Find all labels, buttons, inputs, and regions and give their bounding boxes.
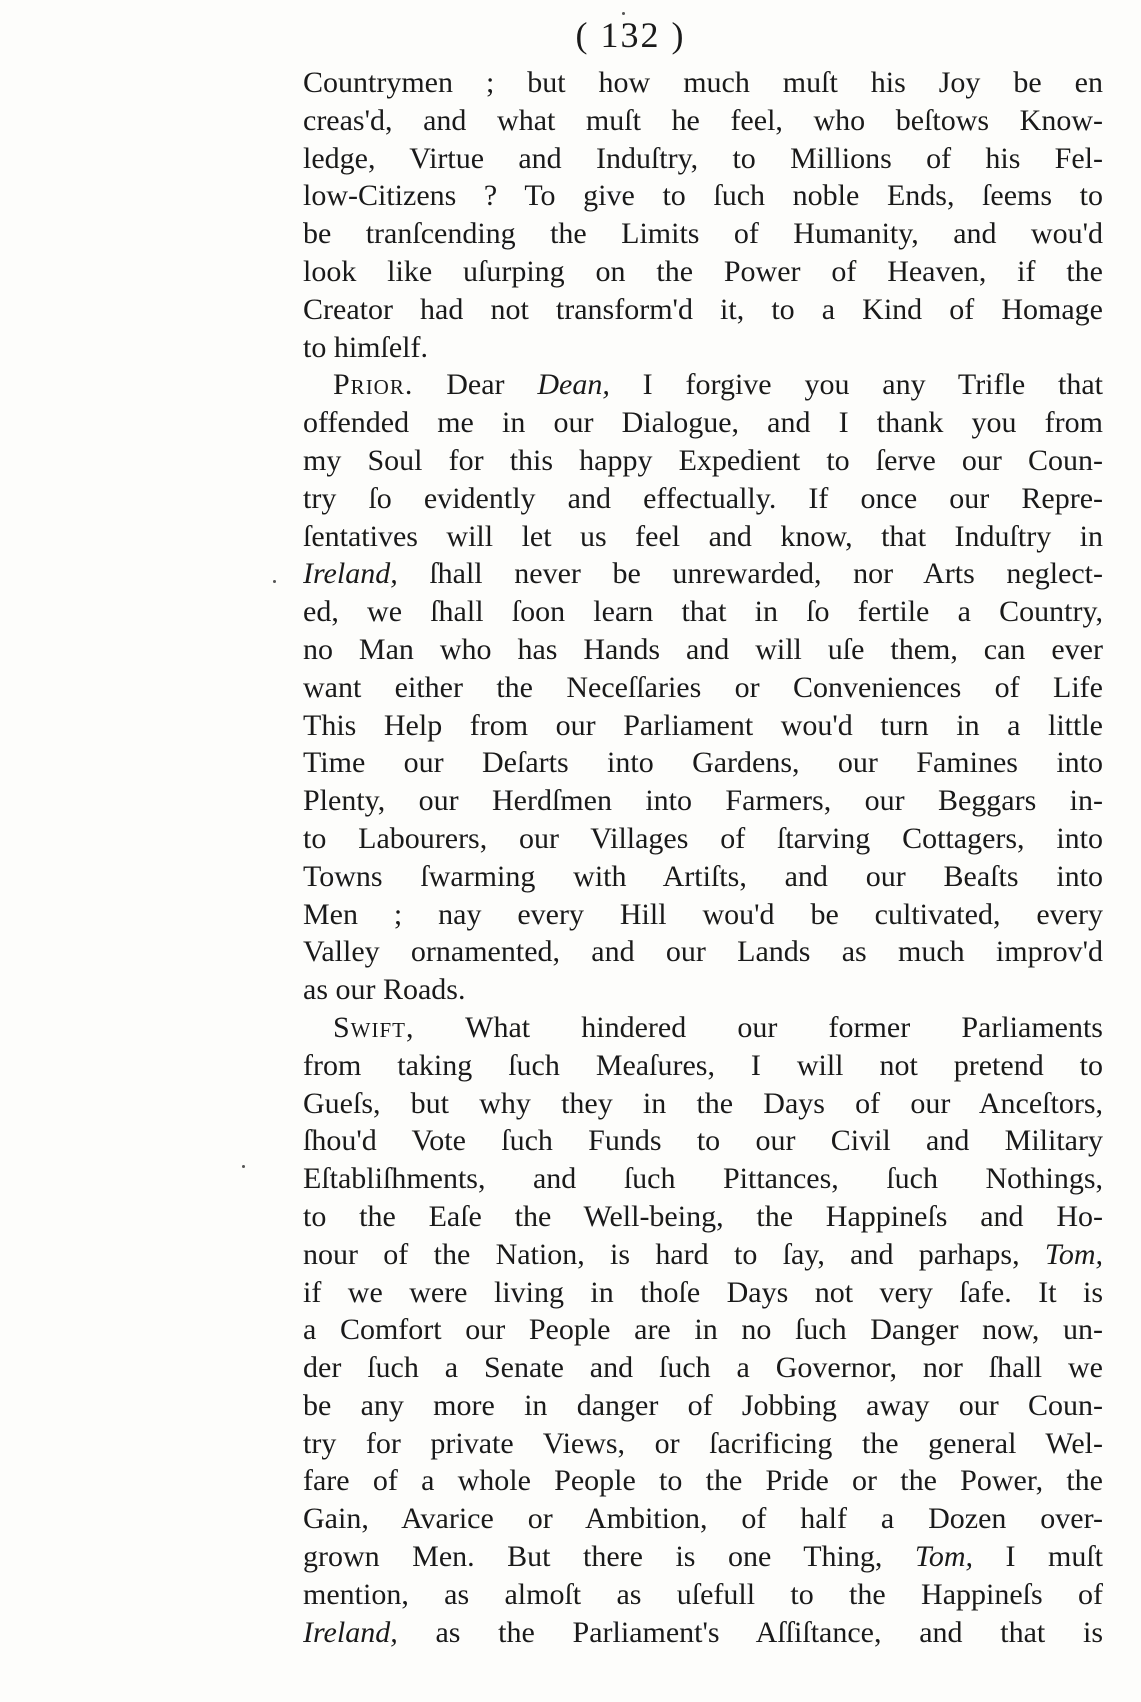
text-line: from taking ſuch Meaſures, I will not pretend to	[303, 1048, 1103, 1082]
text-span: I muſt	[973, 1540, 1103, 1574]
text-line: low-Citizens ? To give to ſuch noble Ends, ſeems to	[303, 179, 1103, 213]
italic-ireland: Ireland,	[303, 1615, 398, 1649]
text-line: ſhou'd Vote ſuch Funds to our Civil and Military	[303, 1124, 1103, 1158]
text-line: Plenty, our Herdſmen into Farmers, our Beggars in-	[303, 784, 1103, 818]
text-line: to Labourers, our Villages of ſtarving Cottagers, into	[303, 821, 1103, 855]
ink-speck	[273, 580, 276, 583]
text-line: Time our Deſarts into Gardens, our Famines into	[303, 746, 1103, 780]
speaker-swift: Swift,	[333, 1010, 415, 1044]
text-line: This Help from our Parliament wou'd turn in a little	[303, 708, 1103, 742]
text-line: want either the Neceſſaries or Conveniences of Life	[303, 670, 1103, 704]
text-line	[303, 366, 1103, 404]
text-line	[303, 1236, 1103, 1274]
text-line: a Comfort our People are in no ſuch Danger now, un-	[303, 1313, 1103, 1347]
text-line	[303, 1614, 1103, 1652]
paragraph-swift	[303, 1009, 1103, 1652]
text-line: offended me in our Dialogue, and I thank you from	[303, 406, 1103, 440]
text-line: be tranſcending the Limits of Humanity, and wou'd	[303, 217, 1103, 251]
speaker-prior: Prior.	[333, 368, 414, 402]
text-line: mention, as almoſt as uſefull to the Happineſs of	[303, 1577, 1103, 1611]
text-line: my Soul for this happy Expedient to ſerve our Coun-	[303, 443, 1103, 477]
text-line: Eſtabliſhments, and ſuch Pittances, ſuch Nothings,	[303, 1162, 1103, 1196]
text-line: no Man who has Hands and will uſe them, can ever	[303, 632, 1103, 666]
text-line: Gain, Avarice or Ambition, of half a Dozen over-	[303, 1502, 1103, 1536]
text-line: Creator had not transform'd it, to a Kind of Homage	[303, 292, 1103, 326]
ink-speck	[242, 1165, 245, 1168]
text-line: be any more in danger of Jobbing away our Coun-	[303, 1388, 1103, 1422]
text-line: try for private Views, or ſacrificing the general Wel-	[303, 1426, 1103, 1460]
text-span: as the Parliament's Aſſiſtance, and that is	[397, 1615, 1103, 1649]
text-line: creas'd, and what muſt he feel, who beſtows Know-	[303, 103, 1103, 137]
text-line	[303, 1009, 1103, 1047]
text-span: What hindered our former Parliaments	[414, 1010, 1103, 1044]
text-line: ed, we ſhall ſoon learn that in ſo fertile a Country,	[303, 595, 1103, 629]
paragraph-continuation	[303, 64, 1103, 366]
text-span: grown Men. But there is one Thing,	[303, 1540, 915, 1574]
text-span: Dear	[413, 368, 538, 402]
paragraph-prior	[303, 366, 1103, 1009]
body-text	[303, 64, 1103, 1651]
text-line: ſentatives will let us feel and know, that Induſtry in	[303, 519, 1103, 553]
text-line: Valley ornamented, and our Lands as much improv'd	[303, 935, 1103, 969]
text-line: to the Eaſe the Well-being, the Happineſs and Ho-	[303, 1199, 1103, 1233]
italic-tom: Tom,	[1044, 1237, 1103, 1271]
text-line: look like uſurping on the Power of Heaven, if the	[303, 254, 1103, 288]
text-line	[303, 555, 1103, 593]
text-span: nour of the Nation, is hard to ſay, and parhaps,	[303, 1237, 1045, 1271]
text-span: I forgive you any Trifle that	[609, 368, 1103, 402]
italic-dean: Dean,	[537, 368, 610, 402]
text-line	[303, 1538, 1103, 1576]
text-line: to himſelf.	[303, 330, 428, 364]
text-line: if we were living in thoſe Days not very ſafe. It is	[303, 1275, 1103, 1309]
text-line: Gueſs, but why they in the Days of our Anceſtors,	[303, 1086, 1103, 1120]
page-number: ( 132 )	[575, 15, 686, 55]
text-span: ſhall never be unrewarded, nor Arts neglect-	[397, 557, 1103, 591]
text-line: try ſo evidently and effectually. If once our Repre-	[303, 481, 1103, 515]
text-line: ledge, Virtue and Induſtry, to Millions of his Fel-	[303, 141, 1103, 175]
italic-tom: Tom,	[914, 1540, 973, 1574]
text-line: fare of a whole People to the Pride or the Power, the	[303, 1464, 1103, 1498]
italic-ireland: Ireland,	[303, 557, 398, 591]
text-line: as our Roads.	[303, 973, 466, 1007]
ink-speck	[622, 12, 625, 15]
text-line: Countrymen ; but how much muſt his Joy be en	[303, 66, 1103, 99]
text-line: Men ; nay every Hill wou'd be cultivated, every	[303, 897, 1103, 931]
text-line: Towns ſwarming with Artiſts, and our Beaſts into	[303, 859, 1103, 893]
text-line: der ſuch a Senate and ſuch a Governor, nor ſhall we	[303, 1351, 1103, 1385]
